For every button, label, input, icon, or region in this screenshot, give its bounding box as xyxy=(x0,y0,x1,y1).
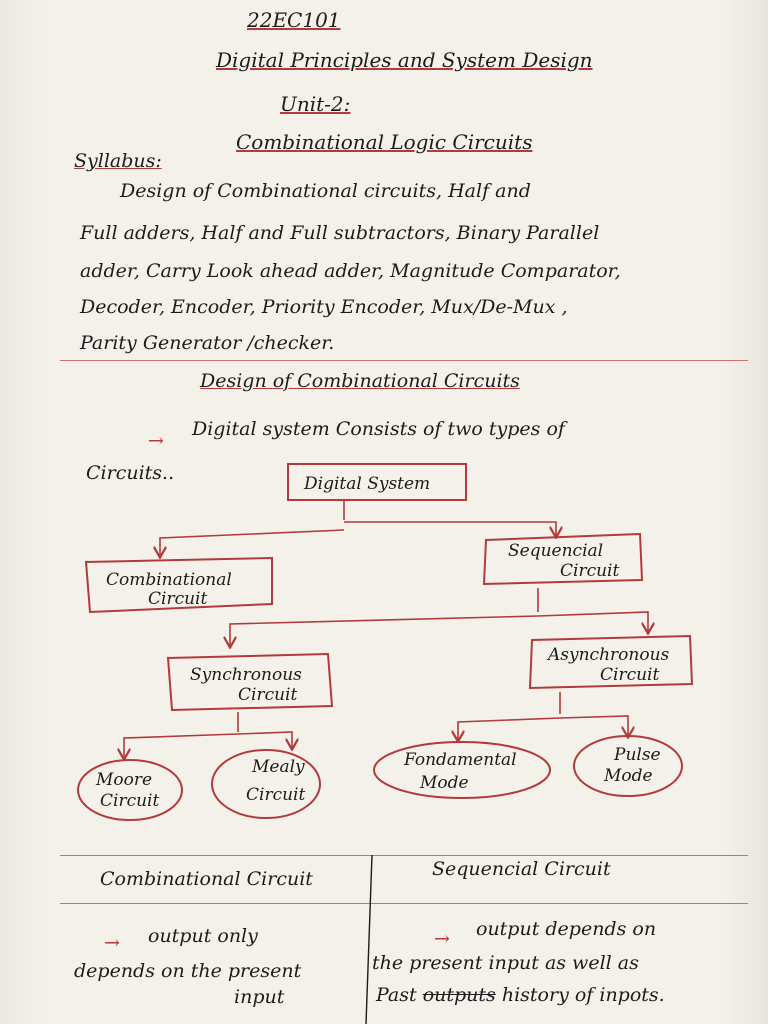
course-code: 22EC101 xyxy=(247,8,341,32)
arrow-icon: → xyxy=(434,928,450,950)
moore-oval xyxy=(78,760,182,820)
right-line-history: history of inpots. xyxy=(501,984,665,1006)
root-connectors xyxy=(160,500,556,556)
course-title: Digital Principles and System Design xyxy=(216,48,593,72)
intro-line: Circuits.. xyxy=(86,462,175,484)
arrow-icon: → xyxy=(148,430,164,452)
table-divider xyxy=(366,855,372,1024)
synchronous-label: Circuit xyxy=(238,685,298,705)
left-line: depends on the present xyxy=(74,960,302,982)
syllabus-line: adder, Carry Look ahead adder, Magnitude Comparator, xyxy=(80,260,621,282)
arrow-icon: → xyxy=(104,932,120,954)
unit-label: Unit-2: xyxy=(280,92,351,116)
fundamental-label: Mode xyxy=(420,773,469,793)
right-header: Sequencial Circuit xyxy=(432,858,611,880)
section-heading: Design of Combinational Circuits xyxy=(200,370,520,392)
pulse-label: Mode xyxy=(604,766,653,786)
syllabus-label: Syllabus: xyxy=(74,150,162,172)
fundamental-label: Fondamental xyxy=(404,750,517,770)
right-line xyxy=(376,984,665,1006)
intro-line: Digital system Consists of two types of xyxy=(192,418,565,440)
right-line-strike: outputs xyxy=(422,984,496,1006)
mealy-label: Mealy xyxy=(252,757,305,777)
root-label: Digital System xyxy=(304,474,431,494)
asynchronous-label: Circuit xyxy=(600,665,660,685)
left-line: output only xyxy=(148,925,258,947)
mealy-label: Circuit xyxy=(246,785,306,805)
left-line: input xyxy=(234,986,285,1008)
moore-label: Circuit xyxy=(100,791,160,811)
seq-connectors xyxy=(230,588,648,646)
syllabus-line: Decoder, Encoder, Priority Encoder, Mux/De-Mux , xyxy=(80,296,568,318)
right-line: the present input as well as xyxy=(372,952,639,974)
unit-title: Combinational Logic Circuits xyxy=(236,130,533,154)
sequential-label: Circuit xyxy=(560,561,620,581)
right-line: output depends on xyxy=(476,918,657,940)
moore-label: Moore xyxy=(96,770,153,790)
left-header: Combinational Circuit xyxy=(100,868,313,890)
combinational-label: Circuit xyxy=(148,589,208,609)
right-line-past: Past xyxy=(376,984,417,1006)
pulse-label: Pulse xyxy=(614,745,661,765)
sequential-label: Sequencial xyxy=(508,541,604,561)
combinational-label: Combinational xyxy=(106,570,232,590)
asynchronous-label: Asynchronous xyxy=(548,645,670,665)
sync-connectors xyxy=(124,692,628,758)
syllabus-line: Design of Combinational circuits, Half and xyxy=(120,180,531,202)
syllabus-line: Parity Generator /checker. xyxy=(80,332,335,354)
synchronous-label: Synchronous xyxy=(190,665,302,685)
syllabus-line: Full adders, Half and Full subtractors, Binary Parallel xyxy=(80,222,600,244)
